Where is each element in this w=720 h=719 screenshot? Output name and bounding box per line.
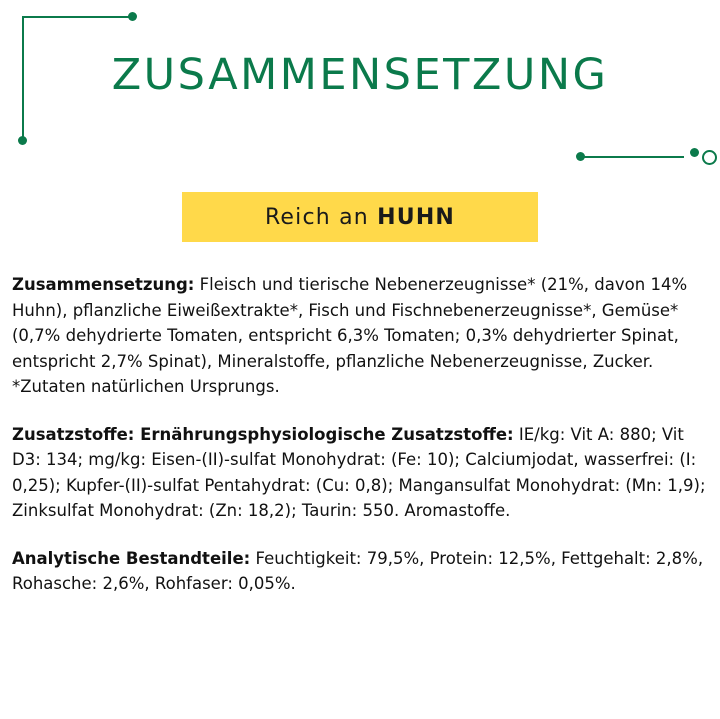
section-composition-text: Fleisch und tierische Nebenerzeugnisse* (21%, davon 14% Huhn), pflanzliche Eiweißextrakte*, Fisch und Fischnebenerzeugnisse*, Gemüse* (0,7% dehydrierte Tomaten, entspricht 6,3% Tomaten; 0,3% dehydrierter Spinat, entspricht 2,7% Spinat), Mineralstoffe, pflanzliche Nebenerzeugnisse, Zucker. *Zutaten natürlichen Ursprungs. <box>12 275 688 396</box>
top-left-dot-icon <box>128 12 137 21</box>
section-composition <box>12 272 712 400</box>
composition-body <box>12 272 712 597</box>
section-additives-label: Zusatzstoffe: Ernährungsphysiologische Zusatzstoffe: <box>12 424 514 444</box>
rich-in-banner <box>182 192 538 242</box>
section-analytical-constituents-label: Analytische Bestandteile: <box>12 548 251 568</box>
section-composition-label: Zusammensetzung: <box>12 275 195 294</box>
rich-in-prefix: Reich an <box>264 204 378 230</box>
page-title: ZUSAMMENSETZUNG <box>111 50 609 100</box>
left-lower-dot-icon <box>18 136 27 145</box>
section-additives-text: IE/kg: Vit A: 880; Vit D3: 134; mg/kg: Eisen-(II)-sulfat Monohydrat: (Fe: 10); Calciumjodat, wasserfrei: (I: 0,25); Kupfer-(II)-sulfat Pentahydrat: (Cu: 0,8); Mangansulfat Monohydrat: (Mn: 1,9); Zinksulfat Monohydrat: (Zn: 18,2); Taurin: 550. Aromastoffe. <box>12 424 706 520</box>
right-dot-icon <box>690 148 699 157</box>
right-ring-icon <box>702 150 717 165</box>
rich-in-ingredient: HUHN <box>377 204 456 230</box>
section-analytical-constituents <box>12 546 712 597</box>
section-analytical-constituents-text: Feuchtigkeit: 79,5%, Protein: 12,5%, Fettgehalt: 2,8%, Rohasche: 2,6%, Rohfaser: 0,05%. <box>12 548 704 593</box>
section-additives <box>12 422 712 524</box>
top-left-horizontal-rule <box>22 16 132 18</box>
rich-in-banner-text <box>265 205 455 230</box>
right-horizontal-rule <box>580 156 684 158</box>
right-left-dot-icon <box>576 152 585 161</box>
